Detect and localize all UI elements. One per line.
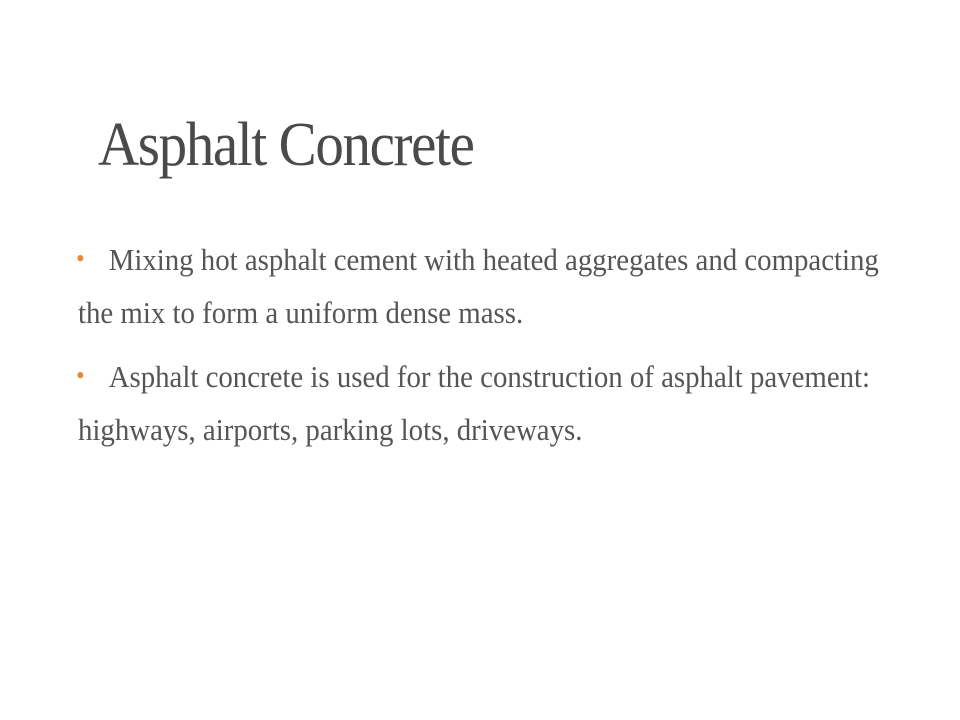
bullet-text: Asphalt concrete is used for the construction of asphalt pavement: highways, airports, parking lots, driveways. [78,359,871,447]
bullet-text-wrapper [78,349,915,456]
bullet-item [78,349,918,456]
bullet-item [78,232,918,339]
bullet-text: Mixing hot asphalt cement with heated aggregates and compacting the mix to form a uniform dense mass. [78,242,879,330]
bullet-dot-icon: • [76,361,85,390]
slide-title: Asphalt Concrete [98,111,474,179]
bullet-text-wrapper [78,232,915,339]
bullet-dot-icon: • [76,244,85,273]
bullet-list [78,232,918,466]
